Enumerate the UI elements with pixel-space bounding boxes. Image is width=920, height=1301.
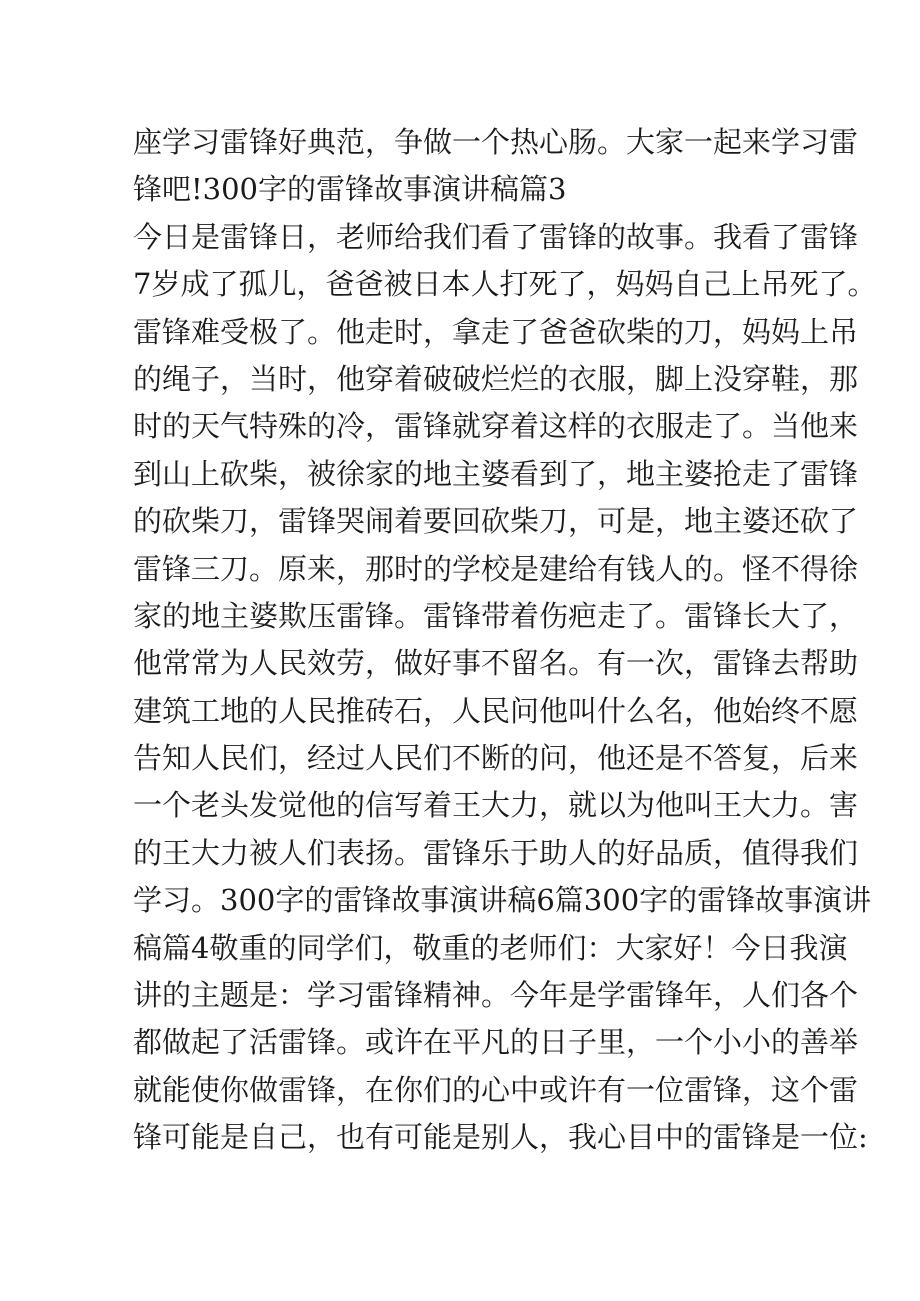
text-line: 雷锋三刀。原来，那时的学校是建给有钱人的。怪不得徐 (133, 551, 859, 586)
text-line: 一个老头发觉他的信写着王大力，就以为他叫王大力。害 (133, 788, 859, 823)
text-line: 都做起了活雷锋。或许在平凡的日子里，一个小小的善举 (133, 1025, 859, 1060)
text-line: 家的地主婆欺压雷锋。雷锋带着伤疤走了。雷锋长大了， (133, 598, 859, 633)
text-line: 7岁成了孤儿，爸爸被日本人打死了，妈妈自己上吊死了。 (133, 267, 877, 302)
text-line: 雷锋难受极了。他走时，拿走了爸爸砍柴的刀，妈妈上吊 (133, 314, 859, 349)
text-line: 就能使你做雷锋，在你们的心中或许有一位雷锋，这个雷 (133, 1072, 859, 1107)
text-line: 的砍柴刀，雷锋哭闹着要回砍柴刀，可是，地主婆还砍了 (133, 504, 859, 539)
article-body (133, 119, 877, 1162)
text-line: 讲的主题是：学习雷锋精神。今年是学雷锋年，人们各个 (133, 978, 859, 1013)
text-line: 稿篇4敬重的同学们，敬重的老师们：大家好！今日我演 (133, 930, 848, 965)
text-line: 锋吧!300字的雷锋故事演讲稿篇3 (133, 172, 567, 207)
text-line: 今日是雷锋日，老师给我们看了雷锋的故事。我看了雷锋 (133, 219, 859, 254)
text-line: 的绳子，当时，他穿着破破烂烂的衣服，脚上没穿鞋，那 (133, 361, 859, 396)
text-line: 建筑工地的人民推砖石，人民问他叫什么名，他始终不愿 (133, 693, 859, 728)
text-line: 他常常为人民效劳，做好事不留名。有一次，雷锋去帮助 (133, 646, 859, 681)
text-line: 的王大力被人们表扬。雷锋乐于助人的好品质，值得我们 (133, 835, 859, 870)
text-line: 学习。300字的雷锋故事演讲稿6篇300字的雷锋故事演讲 (133, 883, 872, 918)
text-line: 座学习雷锋好典范，争做一个热心肠。大家一起来学习雷 (133, 125, 859, 159)
text-line: 到山上砍柴，被徐家的地主婆看到了，地主婆抢走了雷锋 (133, 456, 859, 491)
text-line: 时的天气特殊的冷，雷锋就穿着这样的衣服走了。当他来 (133, 409, 859, 444)
text-line: 锋可能是自己，也有可能是别人，我心目中的雷锋是一位: (133, 1120, 868, 1155)
text-line: 告知人民们，经过人民们不断的问，他还是不答复，后来 (133, 741, 859, 776)
